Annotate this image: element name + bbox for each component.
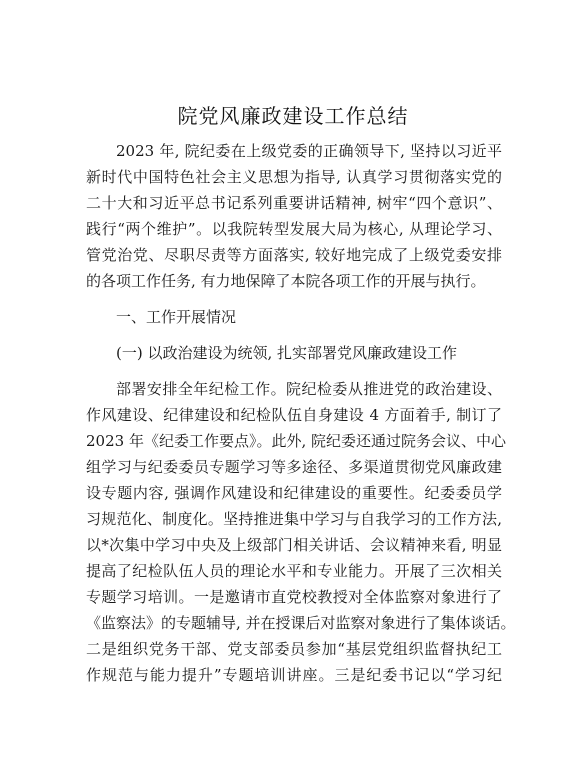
section-heading: 一、工作开展情况 — [116, 308, 237, 326]
paragraph-line: 2023 年, 院纪委在上级党委的正确领导下, 坚持以习近平 — [116, 142, 502, 160]
subsection-heading: (一) 以政治建设为统领, 扎实部署党风廉政建设工作 — [116, 344, 458, 362]
paragraph-line: 设专题内容, 强调作风建设和纪律建设的重要性。纪委委员学 — [86, 484, 502, 502]
paragraph-line: 习规范化、制度化。坚持推进集中学习与自我学习的工作方法, — [86, 510, 502, 528]
document-body — [86, 138, 516, 688]
paragraph-line: 二是组织党务干部、党支部委员参加“基层党组织监督执纪工 — [86, 640, 502, 658]
paragraph-line: 组学习与纪委委员专题学习等多途径、多渠道贯彻党风廉政建 — [86, 458, 502, 476]
paragraph-line: 作风建设、纪律建设和纪检队伍自身建设 4 方面着手, 制订了 — [86, 406, 502, 424]
spacer — [86, 294, 502, 304]
paragraph-line: 专题学习培训。一是邀请市直党校教授对全体监察对象进行了 — [86, 588, 502, 606]
paragraph-line: 以*次集中学习中央及上级部门相关讲话、会议精神来看, 明显 — [86, 536, 502, 554]
paragraph-line: 《监察法》的专题辅导, 并在授课后对监察对象进行了集体谈话。 — [86, 614, 516, 632]
paragraph-line: 作规范与能力提升”专题培训讲座。三是纪委书记以“学习纪 — [86, 666, 502, 684]
paragraph-line: 二十大和习近平总书记系列重要讲话精神, 树牢“四个意识”、 — [86, 194, 502, 212]
paragraph-line: 2023 年《纪委工作要点》。此外, 院纪委还通过院务会议、中心 — [86, 432, 506, 450]
paragraph-line: 新时代中国特色社会主义思想为指导, 认真学习贯彻落实党的 — [86, 168, 502, 186]
spacer — [86, 366, 502, 376]
paragraph-line: 的各项工作任务, 有力地保障了本院各项工作的开展与执行。 — [86, 272, 486, 290]
paragraph-line: 管党治党、尽职尽责等方面落实, 较好地完成了上级党委安排 — [86, 246, 502, 264]
paragraph-line: 践行“两个维护”。以我院转型发展大局为核心, 从理论学习、 — [86, 220, 502, 238]
spacer — [86, 330, 502, 340]
paragraph-line: 部署安排全年纪检工作。院纪检委从推进党的政治建设、 — [116, 380, 502, 398]
paragraph-line: 提高了纪检队伍人员的理论水平和专业能力。开展了三次相关 — [86, 562, 502, 580]
document-title: 院党风廉政建设工作总结 — [177, 104, 409, 128]
